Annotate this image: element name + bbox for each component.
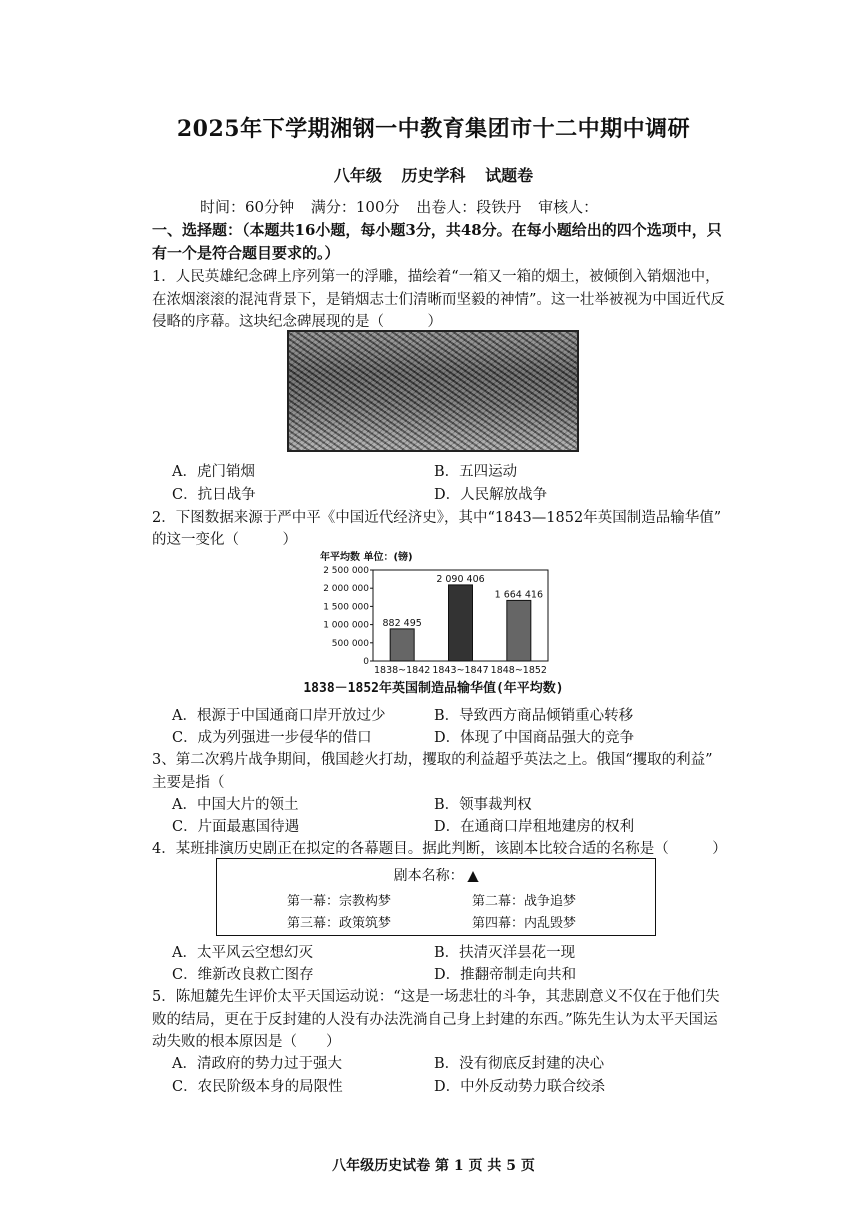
q3-option-b: B．领事裁判权 <box>434 797 532 813</box>
q1-option-b: B．五四运动 <box>434 464 518 480</box>
q5-option-d: D．中外反动势力联合绞杀 <box>434 1079 606 1095</box>
q2-option-d: D．体现了中国商品强大的竞争 <box>434 730 635 746</box>
q1-text-line2: 在浓烟滚滚的混沌背景下，是销烟志士们清晰而坚毅的神情”。这一壮举被视为中国近代反 <box>152 292 725 308</box>
q4-option-b: B．扶清灭洋昙花一现 <box>434 945 576 961</box>
q4-option-c: C．维新改良救亡图存 <box>172 967 314 983</box>
q1-option-a: A．虎门销烟 <box>172 464 255 480</box>
q3-option-c: C．片面最惠国待遇 <box>172 819 300 835</box>
chart-ylabel: 年平均数 单位：(镑) <box>320 552 413 563</box>
q3-text-line2: 主要是指（ <box>152 775 225 791</box>
relief-sculpture-image <box>287 330 579 452</box>
script-box-label: 剧本名称： <box>393 868 464 884</box>
bar-value-label: 882 495 <box>382 617 422 629</box>
bar-1848~1852 <box>507 600 531 661</box>
page-footer: 八年级历史试卷 第 1 页 共 5 页 <box>332 1158 535 1174</box>
exam-title: 2025年下学期湘钢一中教育集团市十二中期中调研 <box>176 116 691 142</box>
q2-option-c: C．成为列强进一步侵华的借口 <box>172 730 372 746</box>
q2-text-line2: 的这一变化（ ） <box>152 532 297 548</box>
q5-option-b: B．没有彻底反封建的决心 <box>434 1056 605 1072</box>
y-tick-label: 500 000 <box>331 638 369 649</box>
y-tick-label: 1 500 000 <box>323 602 369 613</box>
q5-option-c: C．农民阶级本身的局限性 <box>172 1079 343 1095</box>
q4-text-line1: 4．某班排演历史剧正在拟定的各幕题目。据此判断，该剧本比较合适的名称是（ ） <box>152 841 727 857</box>
exam-subtitle: 八年级 历史学科 试题卷 <box>333 166 534 185</box>
q4-option-d: D．推翻帝制走向共和 <box>434 967 577 983</box>
script-box-title <box>217 865 655 885</box>
x-category-label: 1838~1842 <box>374 665 431 676</box>
exam-reviewer: 审核人： <box>538 198 599 216</box>
q2-option-a: A．根源于中国通商口岸开放过少 <box>172 708 386 724</box>
q3-option-d: D．在通商口岸租地建房的权利 <box>434 819 635 835</box>
q5-text-line2: 败的结局，更在于反封建的人没有办法洗淌自己身上封建的东西。”陈先生认为太平天国运 <box>152 1012 718 1028</box>
q3-text-line1: 3、第二次鸦片战争期间，俄国趁火打劫，攫取的利益超乎英法之上。俄国“攫取的利益” <box>152 752 713 768</box>
export-bar-chart <box>318 550 553 695</box>
exam-info <box>200 196 610 217</box>
q5-text-line1: 5．陈旭麓先生评价太平天国运动说：“这是一场悲壮的斗争，其悲剧意义不仅在于他们失 <box>152 989 720 1005</box>
bar-1843~1847 <box>449 585 473 661</box>
exam-time: 时间：60分钟 <box>200 198 295 216</box>
act-3: 第三幕：政策筑梦 <box>287 916 392 931</box>
section-heading-line1: 一、选择题：（本题共16小题，每小题3分，共48分。在每小题给出的四个选项中，只 <box>152 221 722 239</box>
q1-text-line1: 1．人民英雄纪念碑上序列第一的浮雕，描绘着“一箱又一箱的烟土，被倾倒入销烟池中， <box>152 269 720 285</box>
q4-option-a: A．太平风云空想幻灭 <box>172 945 313 961</box>
act-2: 第二幕：战争追梦 <box>472 894 577 909</box>
act-1: 第一幕：宗教构梦 <box>287 894 392 909</box>
q2-option-b: B．导致西方商品倾销重心转移 <box>434 708 634 724</box>
q2-text-line1: 2．下图数据来源于严中平《中国近代经济史》，其中“1843—1852年英国制造品输华值” <box>152 510 722 526</box>
exam-author: 出卷人：段铁丹 <box>416 198 522 216</box>
act-4: 第四幕：内乱毁梦 <box>472 916 577 931</box>
chart-title: 1838－1852年英国制造品输华值(年平均数) <box>303 681 564 696</box>
y-tick-label: 0 <box>363 657 369 667</box>
section-heading-line2: 有一个是符合题目要求的。） <box>152 244 340 262</box>
script-title-box <box>216 858 656 936</box>
x-category-label: 1843~1847 <box>432 665 489 676</box>
bar-value-label: 2 090 406 <box>436 573 485 585</box>
bar-1838~1842 <box>390 629 414 661</box>
q1-option-c: C．抗日战争 <box>172 487 256 503</box>
q1-option-d: D．人民解放战争 <box>434 487 548 503</box>
y-tick-label: 2 500 000 <box>323 566 369 576</box>
bar-value-label: 1 664 416 <box>494 589 544 601</box>
exam-score: 满分：100分 <box>310 198 400 216</box>
q5-text-line3: 动失败的根本原因是（ ） <box>152 1034 341 1050</box>
q5-option-a: A．清政府的势力过于强大 <box>172 1056 342 1072</box>
q1-text-line3: 侵略的序幕。这块纪念碑展现的是（ ） <box>152 314 442 330</box>
q3-option-a: A．中国大片的领土 <box>172 797 299 813</box>
y-tick-label: 2 000 000 <box>323 584 369 595</box>
x-category-label: 1848~1852 <box>490 665 547 676</box>
y-tick-label: 1 000 000 <box>323 620 369 631</box>
triangle-icon: ▲ <box>467 868 479 884</box>
